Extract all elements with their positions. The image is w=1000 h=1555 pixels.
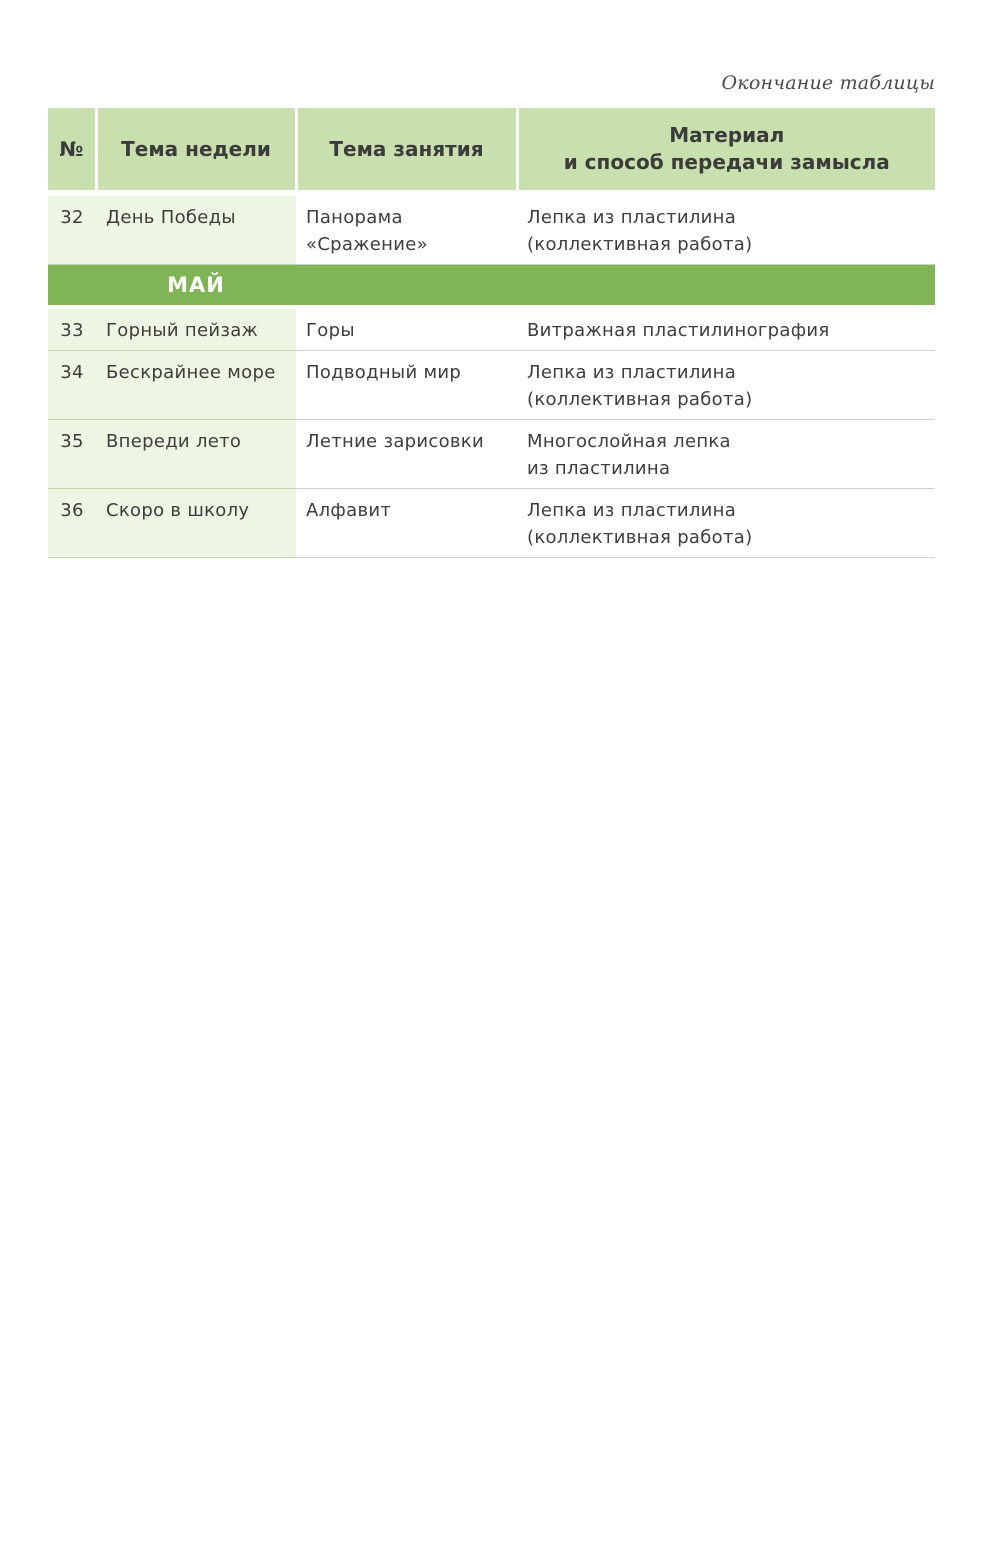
row-number: 33 <box>48 309 96 351</box>
table-row <box>48 489 935 558</box>
row-number: 32 <box>48 196 96 265</box>
header-material <box>517 108 935 190</box>
header-material-line-1: Материал <box>669 123 785 147</box>
table-header-row <box>48 108 935 190</box>
material-line-2: (коллективная работа) <box>527 389 753 410</box>
lesson-plan-table <box>48 108 935 558</box>
material-cell <box>517 489 935 558</box>
table-row <box>48 420 935 489</box>
material-line-2: из пластилина <box>527 458 671 479</box>
lesson-theme-cell: Алфавит <box>296 489 517 558</box>
row-number: 36 <box>48 489 96 558</box>
month-label-cell <box>96 265 296 306</box>
week-theme-cell: День Победы <box>96 196 296 265</box>
material-line-1: Лепка из пластилина <box>527 207 737 228</box>
lesson-theme-line-2: «Сражение» <box>306 234 428 255</box>
lesson-theme-cell: Летние зарисовки <box>296 420 517 489</box>
table-row <box>48 196 935 265</box>
lesson-theme-cell: Подводный мир <box>296 351 517 420</box>
table-row <box>48 351 935 420</box>
week-theme-cell: Бескрайнее море <box>96 351 296 420</box>
header-material-line-2: и способ передачи замысла <box>563 150 890 174</box>
material-line-1: Лепка из пластилина <box>527 362 737 383</box>
table-row <box>48 309 935 351</box>
lesson-theme-cell: Горы <box>296 309 517 351</box>
month-divider-row <box>48 265 935 306</box>
material-line-2: (коллективная работа) <box>527 234 753 255</box>
week-theme-cell: Впереди лето <box>96 420 296 489</box>
month-label: МАЙ <box>167 273 225 297</box>
material-line-2: (коллективная работа) <box>527 527 753 548</box>
material-cell <box>517 420 935 489</box>
header-week-theme: Тема недели <box>96 108 296 190</box>
week-theme-cell: Скоро в школу <box>96 489 296 558</box>
row-number: 35 <box>48 420 96 489</box>
week-theme-cell: Горный пейзаж <box>96 309 296 351</box>
table-continuation-label: Окончание таблицы <box>721 72 935 94</box>
header-lesson-theme: Тема занятия <box>296 108 517 190</box>
material-cell <box>517 196 935 265</box>
lesson-plan-table-container <box>48 108 935 558</box>
row-number: 34 <box>48 351 96 420</box>
lesson-theme-line-1: Панорама <box>306 207 403 228</box>
header-number: № <box>48 108 96 190</box>
lesson-theme-cell <box>296 196 517 265</box>
material-line-1: Лепка из пластилина <box>527 500 737 521</box>
material-line-1: Многослойная лепка <box>527 431 731 452</box>
material-cell <box>517 351 935 420</box>
material-cell: Витражная пластилинография <box>517 309 935 351</box>
